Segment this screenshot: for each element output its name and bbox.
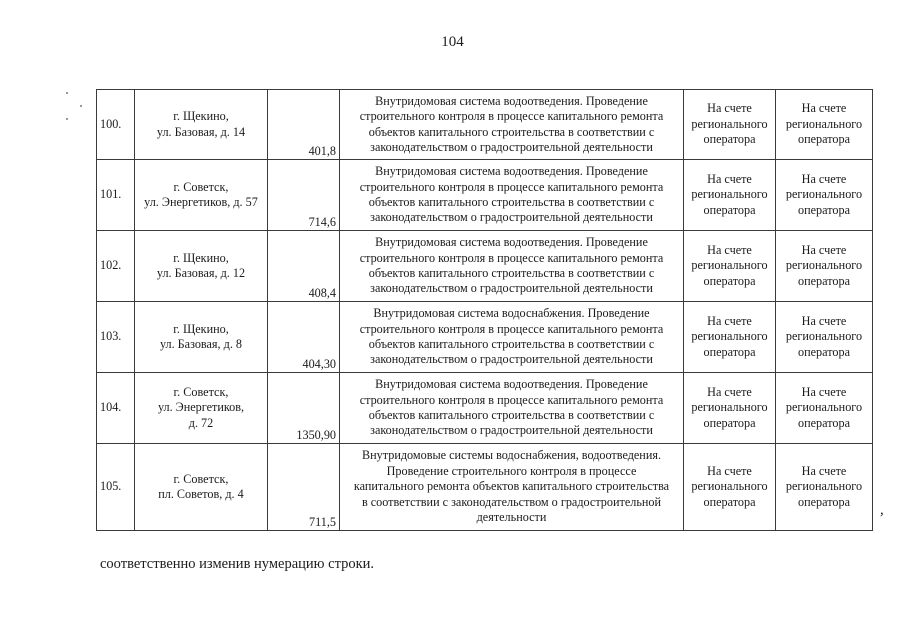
- area-cell: 714,6: [268, 160, 340, 231]
- work-description-cell-line: законодательством о градостроительной деятельности: [370, 423, 653, 438]
- funding-source-cell: [684, 90, 776, 160]
- work-description-cell: [340, 302, 684, 373]
- funding-source-cell-line: На счете: [707, 242, 752, 257]
- funding-source-cell-line: оператора: [798, 132, 850, 147]
- table-body: [97, 90, 873, 531]
- address-cell-line: ул. Базовая, д. 12: [156, 266, 246, 280]
- work-description-cell-line: законодательством о градостроительной деятельности: [370, 139, 653, 154]
- work-description-cell-line: законодательством о градостроительной деятельности: [370, 210, 653, 225]
- work-description-cell-line: строительного контроля в процессе капитального ремонта: [359, 179, 664, 194]
- table-row: [97, 160, 873, 231]
- funding-source-cell-line: оператора: [703, 132, 756, 147]
- funding-source-cell-line: На счете: [707, 101, 752, 116]
- work-description-cell: [340, 231, 684, 302]
- work-description-cell-line: объектов капитального строительства в соответствии с: [368, 408, 655, 422]
- work-description-cell-line: Внутридомовые системы водоснабжения, водоотведения.: [362, 448, 661, 463]
- funding-source-cell-line: На счете: [801, 463, 847, 478]
- work-description-cell-line: строительного контроля в процессе капитального ремонта: [359, 392, 664, 407]
- address-cell-line: г. Советск,: [173, 471, 229, 486]
- margin-mark: [66, 92, 68, 94]
- work-description-cell: [340, 160, 684, 231]
- work-description-cell-line: строительного контроля в процессе капитального ремонта: [359, 109, 664, 124]
- work-description-cell-line: Внутридомовая система водоотведения. Проведение: [375, 235, 648, 250]
- work-description-cell-line: деятельности: [476, 510, 547, 525]
- address-cell: [135, 302, 268, 373]
- funding-source-cell: [776, 444, 873, 531]
- funding-source-cell: [776, 90, 873, 160]
- page-number: 104: [441, 34, 464, 50]
- funding-source-cell-line: регионального: [691, 400, 768, 415]
- area-cell: 1350,90: [268, 373, 340, 444]
- funding-source-cell-line: оператора: [798, 494, 850, 509]
- work-description-cell-line: в соответствии с законодательством о градостроительной: [361, 494, 662, 509]
- funding-source-cell-line: оператора: [798, 202, 850, 217]
- footer-text: соответственно изменив нумерацию строки.: [100, 556, 375, 572]
- work-description-cell-line: Внутридомовая система водоотведения. Проведение: [375, 164, 648, 179]
- address-cell: [135, 444, 268, 531]
- address-cell-line: г. Советск,: [173, 384, 229, 399]
- margin-mark: [80, 105, 82, 107]
- funding-source-cell-line: регионального: [691, 116, 768, 131]
- address-cell-line: г. Советск,: [173, 179, 229, 194]
- funding-source-cell-line: оператора: [798, 273, 850, 288]
- address-cell: [135, 231, 268, 302]
- area-cell: 404,30: [268, 302, 340, 373]
- work-description-cell-line: законодательством о градостроительной деятельности: [370, 352, 653, 367]
- funding-source-cell-line: оператора: [798, 344, 850, 359]
- address-cell-line: г. Щекино,: [173, 250, 229, 265]
- area-cell: 408,4: [268, 231, 340, 302]
- address-cell-line: ул. Базовая, д. 14: [156, 124, 246, 139]
- address-cell-line: д. 72: [188, 415, 214, 430]
- funding-source-cell-line: регионального: [691, 258, 768, 273]
- area-cell: 401,8: [268, 90, 340, 160]
- funding-source-cell-line: регионального: [785, 329, 863, 344]
- work-description-cell: [340, 90, 684, 160]
- funding-source-cell-line: На счете: [801, 242, 847, 257]
- work-description-cell-line: Проведение строительного контроля в процессе: [386, 463, 637, 478]
- row-number-cell: 104.: [97, 373, 135, 444]
- funding-source-cell-line: регионального: [691, 187, 768, 202]
- repair-schedule-table: [96, 89, 873, 531]
- funding-source-cell: [684, 231, 776, 302]
- work-description-cell-line: Внутридомовая система водоснабжения. Проведение: [373, 306, 650, 321]
- area-cell: 711,5: [268, 444, 340, 531]
- funding-source-cell-line: На счете: [801, 313, 847, 328]
- row-number-cell: 105.: [97, 444, 135, 531]
- funding-source-cell-line: На счете: [801, 384, 847, 399]
- table-row: [97, 231, 873, 302]
- funding-source-cell: [684, 302, 776, 373]
- address-cell-line: г. Щекино,: [173, 109, 229, 124]
- funding-source-cell-line: На счете: [707, 313, 752, 328]
- table-row: [97, 302, 873, 373]
- work-description-cell-line: объектов капитального строительства в соответствии с: [368, 124, 655, 139]
- row-number-cell: 101.: [97, 160, 135, 231]
- row-number-cell: 100.: [97, 90, 135, 160]
- address-cell-line: пл. Советов, д. 4: [158, 487, 244, 501]
- funding-source-cell-line: оператора: [798, 415, 850, 430]
- funding-source-cell-line: оператора: [703, 202, 756, 217]
- work-description-cell-line: объектов капитального строительства в соответствии с: [368, 337, 655, 351]
- funding-source-cell: [776, 160, 873, 231]
- funding-source-cell-line: регионального: [785, 116, 863, 131]
- address-cell-line: ул. Энергетиков, д. 57: [144, 195, 258, 209]
- funding-source-cell: [776, 302, 873, 373]
- table-row: [97, 444, 873, 531]
- address-cell: [135, 160, 268, 231]
- address-cell-line: ул. Базовая, д. 8: [159, 337, 243, 351]
- funding-source-cell-line: оператора: [703, 273, 756, 288]
- address-cell-line: г. Щекино,: [173, 321, 229, 336]
- funding-source-cell-line: регионального: [785, 258, 863, 273]
- funding-source-cell: [684, 160, 776, 231]
- work-description-cell-line: объектов капитального строительства в соответствии с: [368, 266, 655, 280]
- row-number-cell: 102.: [97, 231, 135, 302]
- funding-source-cell: [684, 373, 776, 444]
- funding-source-cell-line: На счете: [707, 384, 752, 399]
- funding-source-cell-line: оператора: [703, 344, 756, 359]
- funding-source-cell-line: оператора: [703, 494, 756, 509]
- funding-source-cell-line: оператора: [703, 415, 756, 430]
- funding-source-cell-line: На счете: [707, 463, 752, 478]
- row-number-cell: 103.: [97, 302, 135, 373]
- work-description-cell-line: строительного контроля в процессе капитального ремонта: [359, 250, 664, 265]
- funding-source-cell-line: регионального: [785, 479, 863, 494]
- address-cell: [135, 373, 268, 444]
- work-description-cell-line: Внутридомовая система водоотведения. Проведение: [375, 93, 648, 108]
- address-cell: [135, 90, 268, 160]
- funding-source-cell-line: На счете: [707, 171, 752, 186]
- table-row: [97, 373, 873, 444]
- work-description-cell-line: капитального ремонта объектов капитального строительства: [353, 479, 670, 494]
- work-description-cell: [340, 444, 684, 531]
- funding-source-cell-line: регионального: [785, 400, 863, 415]
- funding-source-cell-line: регионального: [785, 187, 863, 202]
- work-description-cell: [340, 373, 684, 444]
- funding-source-cell-line: На счете: [801, 101, 847, 116]
- address-cell-line: ул. Энергетиков,: [157, 400, 245, 415]
- funding-source-cell-line: регионального: [691, 329, 768, 344]
- funding-source-cell: [776, 373, 873, 444]
- work-description-cell-line: объектов капитального строительства в соответствии с: [368, 195, 655, 209]
- work-description-cell-line: Внутридомовая система водоотведения. Проведение: [375, 377, 648, 392]
- funding-source-cell: [684, 444, 776, 531]
- work-description-cell-line: законодательством о градостроительной деятельности: [370, 281, 653, 296]
- trailing-comma: ,: [880, 502, 884, 518]
- work-description-cell-line: строительного контроля в процессе капитального ремонта: [359, 321, 664, 336]
- funding-source-cell: [776, 231, 873, 302]
- margin-mark: [66, 118, 68, 120]
- funding-source-cell-line: регионального: [691, 479, 768, 494]
- table-row: [97, 90, 873, 160]
- funding-source-cell-line: На счете: [801, 171, 847, 186]
